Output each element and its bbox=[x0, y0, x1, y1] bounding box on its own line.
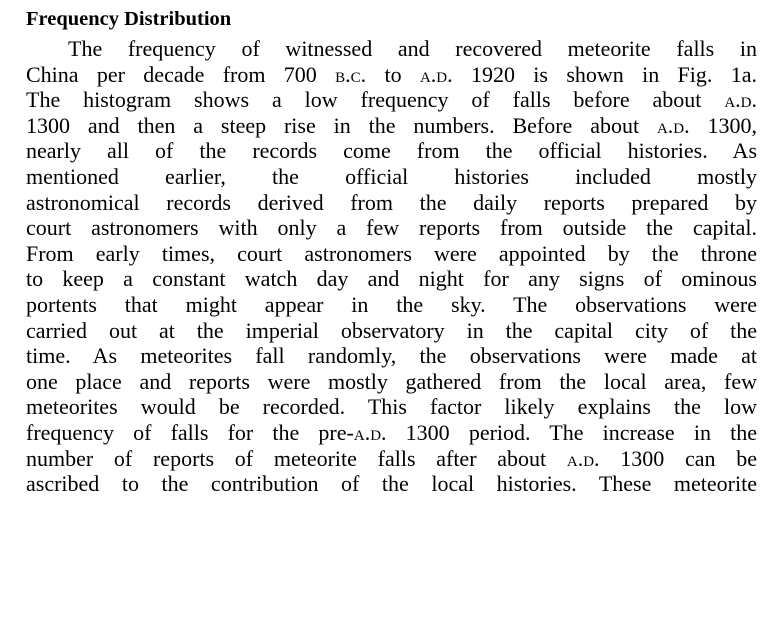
text-run: astronomical records derived from the daily reports prepared by bbox=[26, 189, 757, 215]
era-abbreviation: a.d. bbox=[419, 61, 453, 87]
text-line bbox=[26, 62, 757, 88]
era-abbreviation: a.d. bbox=[566, 445, 600, 471]
text-run: 1300 can be bbox=[599, 445, 757, 471]
text-run: carried out at the imperial observatory in the capital city of the bbox=[26, 317, 757, 343]
text-line bbox=[26, 471, 757, 497]
era-abbreviation: a.d. bbox=[656, 112, 690, 138]
text-line bbox=[26, 215, 757, 241]
text-run: From early times, court astronomers were appointed by the throne bbox=[26, 240, 757, 266]
text-line bbox=[26, 446, 757, 472]
text-run: nearly all of the records come from the official histories. As bbox=[26, 138, 757, 164]
text-line bbox=[26, 369, 757, 395]
era-abbreviation: a.d. bbox=[353, 419, 387, 445]
text-run: frequency of falls for the pre- bbox=[26, 419, 354, 445]
text-line bbox=[26, 138, 757, 164]
text-line bbox=[26, 113, 757, 139]
text-line bbox=[26, 266, 757, 292]
text-run: The frequency of witnessed and recovered meteorite falls in bbox=[68, 36, 757, 61]
text-line bbox=[26, 241, 757, 267]
text-run: 1920 is shown in Fig. 1a. bbox=[452, 61, 758, 87]
text-run: to bbox=[366, 61, 420, 87]
text-line bbox=[26, 318, 757, 344]
era-abbreviation: a.d. bbox=[724, 87, 757, 113]
text-run: 1300, bbox=[689, 112, 757, 138]
text-run: to keep a constant watch day and night for any signs of ominous bbox=[26, 266, 757, 292]
body-paragraph bbox=[26, 36, 757, 497]
text-line bbox=[26, 394, 757, 420]
text-run: portents that might appear in the sky. The observations were bbox=[26, 291, 757, 317]
era-abbreviation: b.c. bbox=[335, 61, 367, 87]
text-line bbox=[26, 343, 757, 369]
text-run: court astronomers with only a few reports from outside the capital. bbox=[26, 215, 757, 241]
text-run: 1300 and then a steep rise in the numbers. Before about bbox=[26, 112, 657, 138]
text-line bbox=[26, 87, 757, 113]
document-page bbox=[26, 6, 757, 497]
text-line bbox=[26, 292, 757, 318]
text-run: number of reports of meteorite falls after about bbox=[26, 445, 567, 471]
text-run: one place and reports were mostly gathered from the local area, few bbox=[26, 368, 757, 394]
text-line bbox=[26, 164, 757, 190]
text-run: ascribed to the contribution of the local histories. These meteorite bbox=[26, 471, 757, 497]
section-heading: Frequency Distribution bbox=[26, 8, 232, 30]
text-run: China per decade from 700 bbox=[26, 61, 336, 87]
text-line bbox=[26, 420, 757, 446]
text-run: meteorites would be recorded. This factor likely explains the low bbox=[26, 394, 757, 420]
text-run: mentioned earlier, the official histories included mostly bbox=[26, 163, 757, 189]
text-run: time. As meteorites fall randomly, the observations were made at bbox=[26, 343, 757, 369]
text-run: 1300 period. The increase in the bbox=[386, 419, 757, 445]
text-line bbox=[26, 36, 757, 62]
text-run: The histogram shows a low frequency of falls before about bbox=[26, 87, 725, 113]
text-line bbox=[26, 190, 757, 216]
